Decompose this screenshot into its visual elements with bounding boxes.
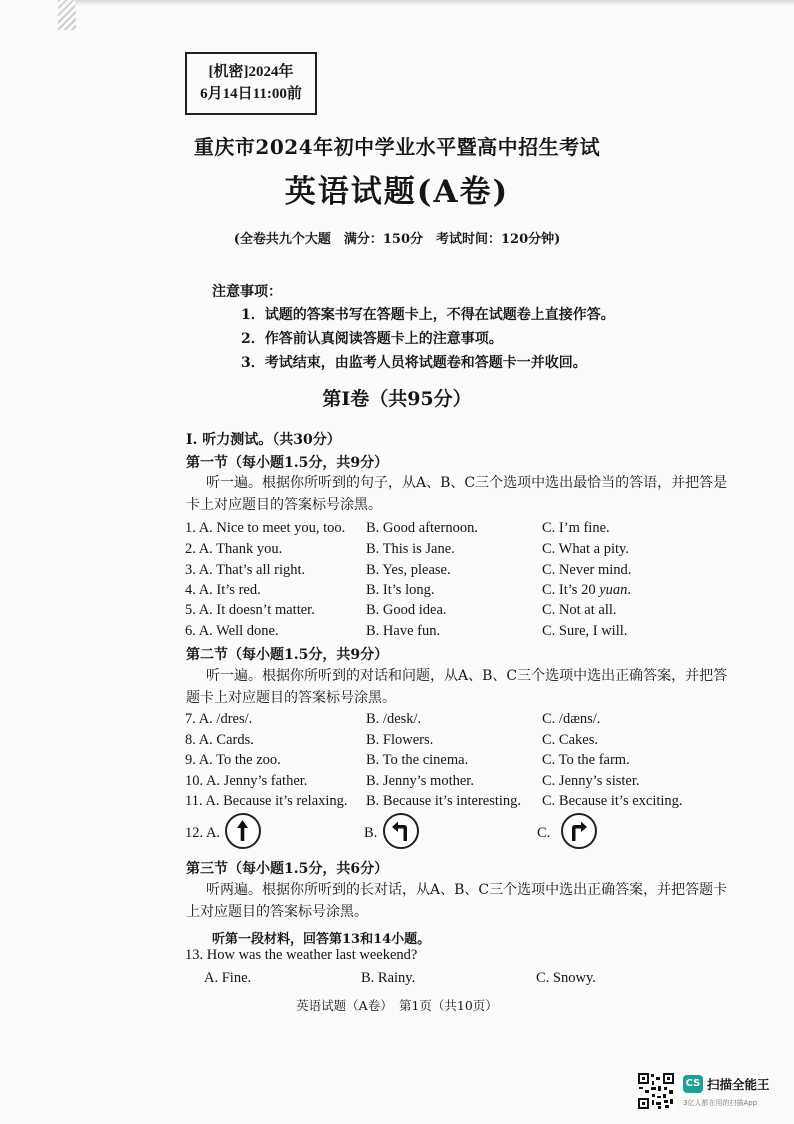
- question-option: C.: [537, 825, 551, 841]
- notice-item: 2．作答前认真阅读答题卡上的注意事项。: [241, 331, 503, 347]
- question-option: B. Yes, please.: [366, 562, 451, 578]
- question-option: C. Never mind.: [542, 562, 632, 578]
- instruction-line: 题卡上对应题目的答案标号涂黑。: [186, 690, 396, 706]
- question-option: 1. A. Nice to meet you, too.: [185, 520, 346, 536]
- question-option: B. /desk/.: [366, 711, 422, 727]
- question-option: C. Snowy.: [536, 970, 596, 986]
- qr-code-icon: [637, 1072, 675, 1110]
- instruction-line: 听两遍。根据你所听到的长对话，从A、B、C三个选项中选出正确答案，并把答题卡: [206, 882, 728, 898]
- exam-meta: (全卷共九个大题 满分：150分 考试时间：120分钟): [233, 232, 561, 247]
- question-option: B.: [364, 825, 378, 841]
- question-option: 3. A. That’s all right.: [185, 562, 306, 578]
- scan-edge: [58, 0, 76, 30]
- question-option: B. Rainy.: [361, 970, 416, 986]
- exam-subject: 英语试题(A卷): [284, 174, 510, 210]
- question-option: B. To the cinema.: [366, 752, 469, 768]
- instruction-line: 听一遍。根据你所听到的对话和问题，从A、B、C三个选项中选出正确答案，并把答: [206, 668, 728, 684]
- section-title: I. 听力测试。（共30分）: [186, 432, 341, 448]
- page-footer: 英语试题（A卷） 第1页（共10页）: [296, 998, 498, 1013]
- subsection-title: 第一节（每小题1.5分，共9分）: [186, 455, 389, 471]
- question-option: 8. A. Cards.: [185, 732, 254, 748]
- notice-item: 1．试题的答案书写在答题卡上，不得在试题卷上直接作答。: [241, 307, 615, 323]
- question-option: C. What a pity.: [542, 541, 629, 557]
- question-option: C. Because it’s exciting.: [542, 793, 683, 809]
- question-option: C. I’m fine.: [542, 520, 610, 536]
- scanner-tagline: 3亿人都在用的扫描App: [683, 1099, 758, 1107]
- question-stem: 13. How was the weather last weekend?: [185, 947, 418, 963]
- subsection-title: 第三节（每小题1.5分，共6分）: [186, 861, 389, 877]
- material-note: 听第一段材料，回答第13和14小题。: [212, 932, 431, 947]
- scan-top-edge: [75, 0, 794, 6]
- instruction-line: 上对应题目的答案标号涂黑。: [186, 904, 368, 920]
- camscanner-logo-icon: CS: [683, 1075, 703, 1093]
- question-option: 2. A. Thank you.: [185, 541, 283, 557]
- subsection-title: 第二节（每小题1.5分，共9分）: [186, 647, 389, 663]
- question-option: A. Fine.: [204, 970, 252, 986]
- question-option: 9. A. To the zoo.: [185, 752, 281, 768]
- question-option: B. Have fun.: [366, 623, 441, 639]
- confidential-box: [185, 52, 317, 115]
- question-option: C. Not at all.: [542, 602, 617, 618]
- question-option: C. Cakes.: [542, 732, 598, 748]
- question-option: 4. A. It’s red.: [185, 582, 261, 598]
- notice-item: 3．考试结束，由监考人员将试题卷和答题卡一并收回。: [241, 355, 587, 371]
- question-option: B. Good idea.: [366, 602, 447, 618]
- question-option: B. Good afternoon.: [366, 520, 478, 536]
- straight-arrow-icon: [225, 813, 261, 849]
- question-option: C. /dæns/.: [542, 711, 601, 727]
- question-option: 5. A. It doesn’t matter.: [185, 602, 315, 618]
- left-turn-arrow-icon: [383, 813, 419, 849]
- confidential-line-1: [机密]2024年: [208, 64, 294, 80]
- question-option: 6. A. Well done.: [185, 623, 279, 639]
- exam-title: 重庆市2024年初中学业水平暨高中招生考试: [193, 135, 601, 159]
- question-option: C. To the farm.: [542, 752, 630, 768]
- notice-heading: 注意事项：: [212, 284, 282, 300]
- question-option: 11. A. Because it’s relaxing.: [185, 793, 348, 809]
- scanner-app-name: 扫描全能王: [707, 1077, 770, 1092]
- question-option: B. This is Jane.: [366, 541, 455, 557]
- question-option: 10. A. Jenny’s father.: [185, 773, 308, 789]
- right-turn-arrow-icon: [561, 813, 597, 849]
- instruction-line: 卡上对应题目的答案标号涂黑。: [186, 497, 382, 513]
- question-option: C. Sure, I will.: [542, 623, 628, 639]
- question-option: 12. A.: [185, 825, 221, 841]
- question-option: B. It’s long.: [366, 582, 435, 598]
- question-option: C. Jenny’s sister.: [542, 773, 640, 789]
- question-option: B. Flowers.: [366, 732, 434, 748]
- question-option: B. Because it’s interesting.: [366, 793, 522, 809]
- confidential-line-2: 6月14日11:00前: [200, 86, 302, 102]
- question-option: B. Jenny’s mother.: [366, 773, 474, 789]
- question-option: 7. A. /dres/.: [185, 711, 253, 727]
- instruction-line: 听一遍。根据你所听到的句子，从A、B、C三个选项中选出最恰当的答语，并把答是: [206, 475, 728, 491]
- part-title: 第Ⅰ卷（共95分）: [322, 388, 472, 410]
- question-option: C. It’s 20 yuan.: [542, 582, 632, 598]
